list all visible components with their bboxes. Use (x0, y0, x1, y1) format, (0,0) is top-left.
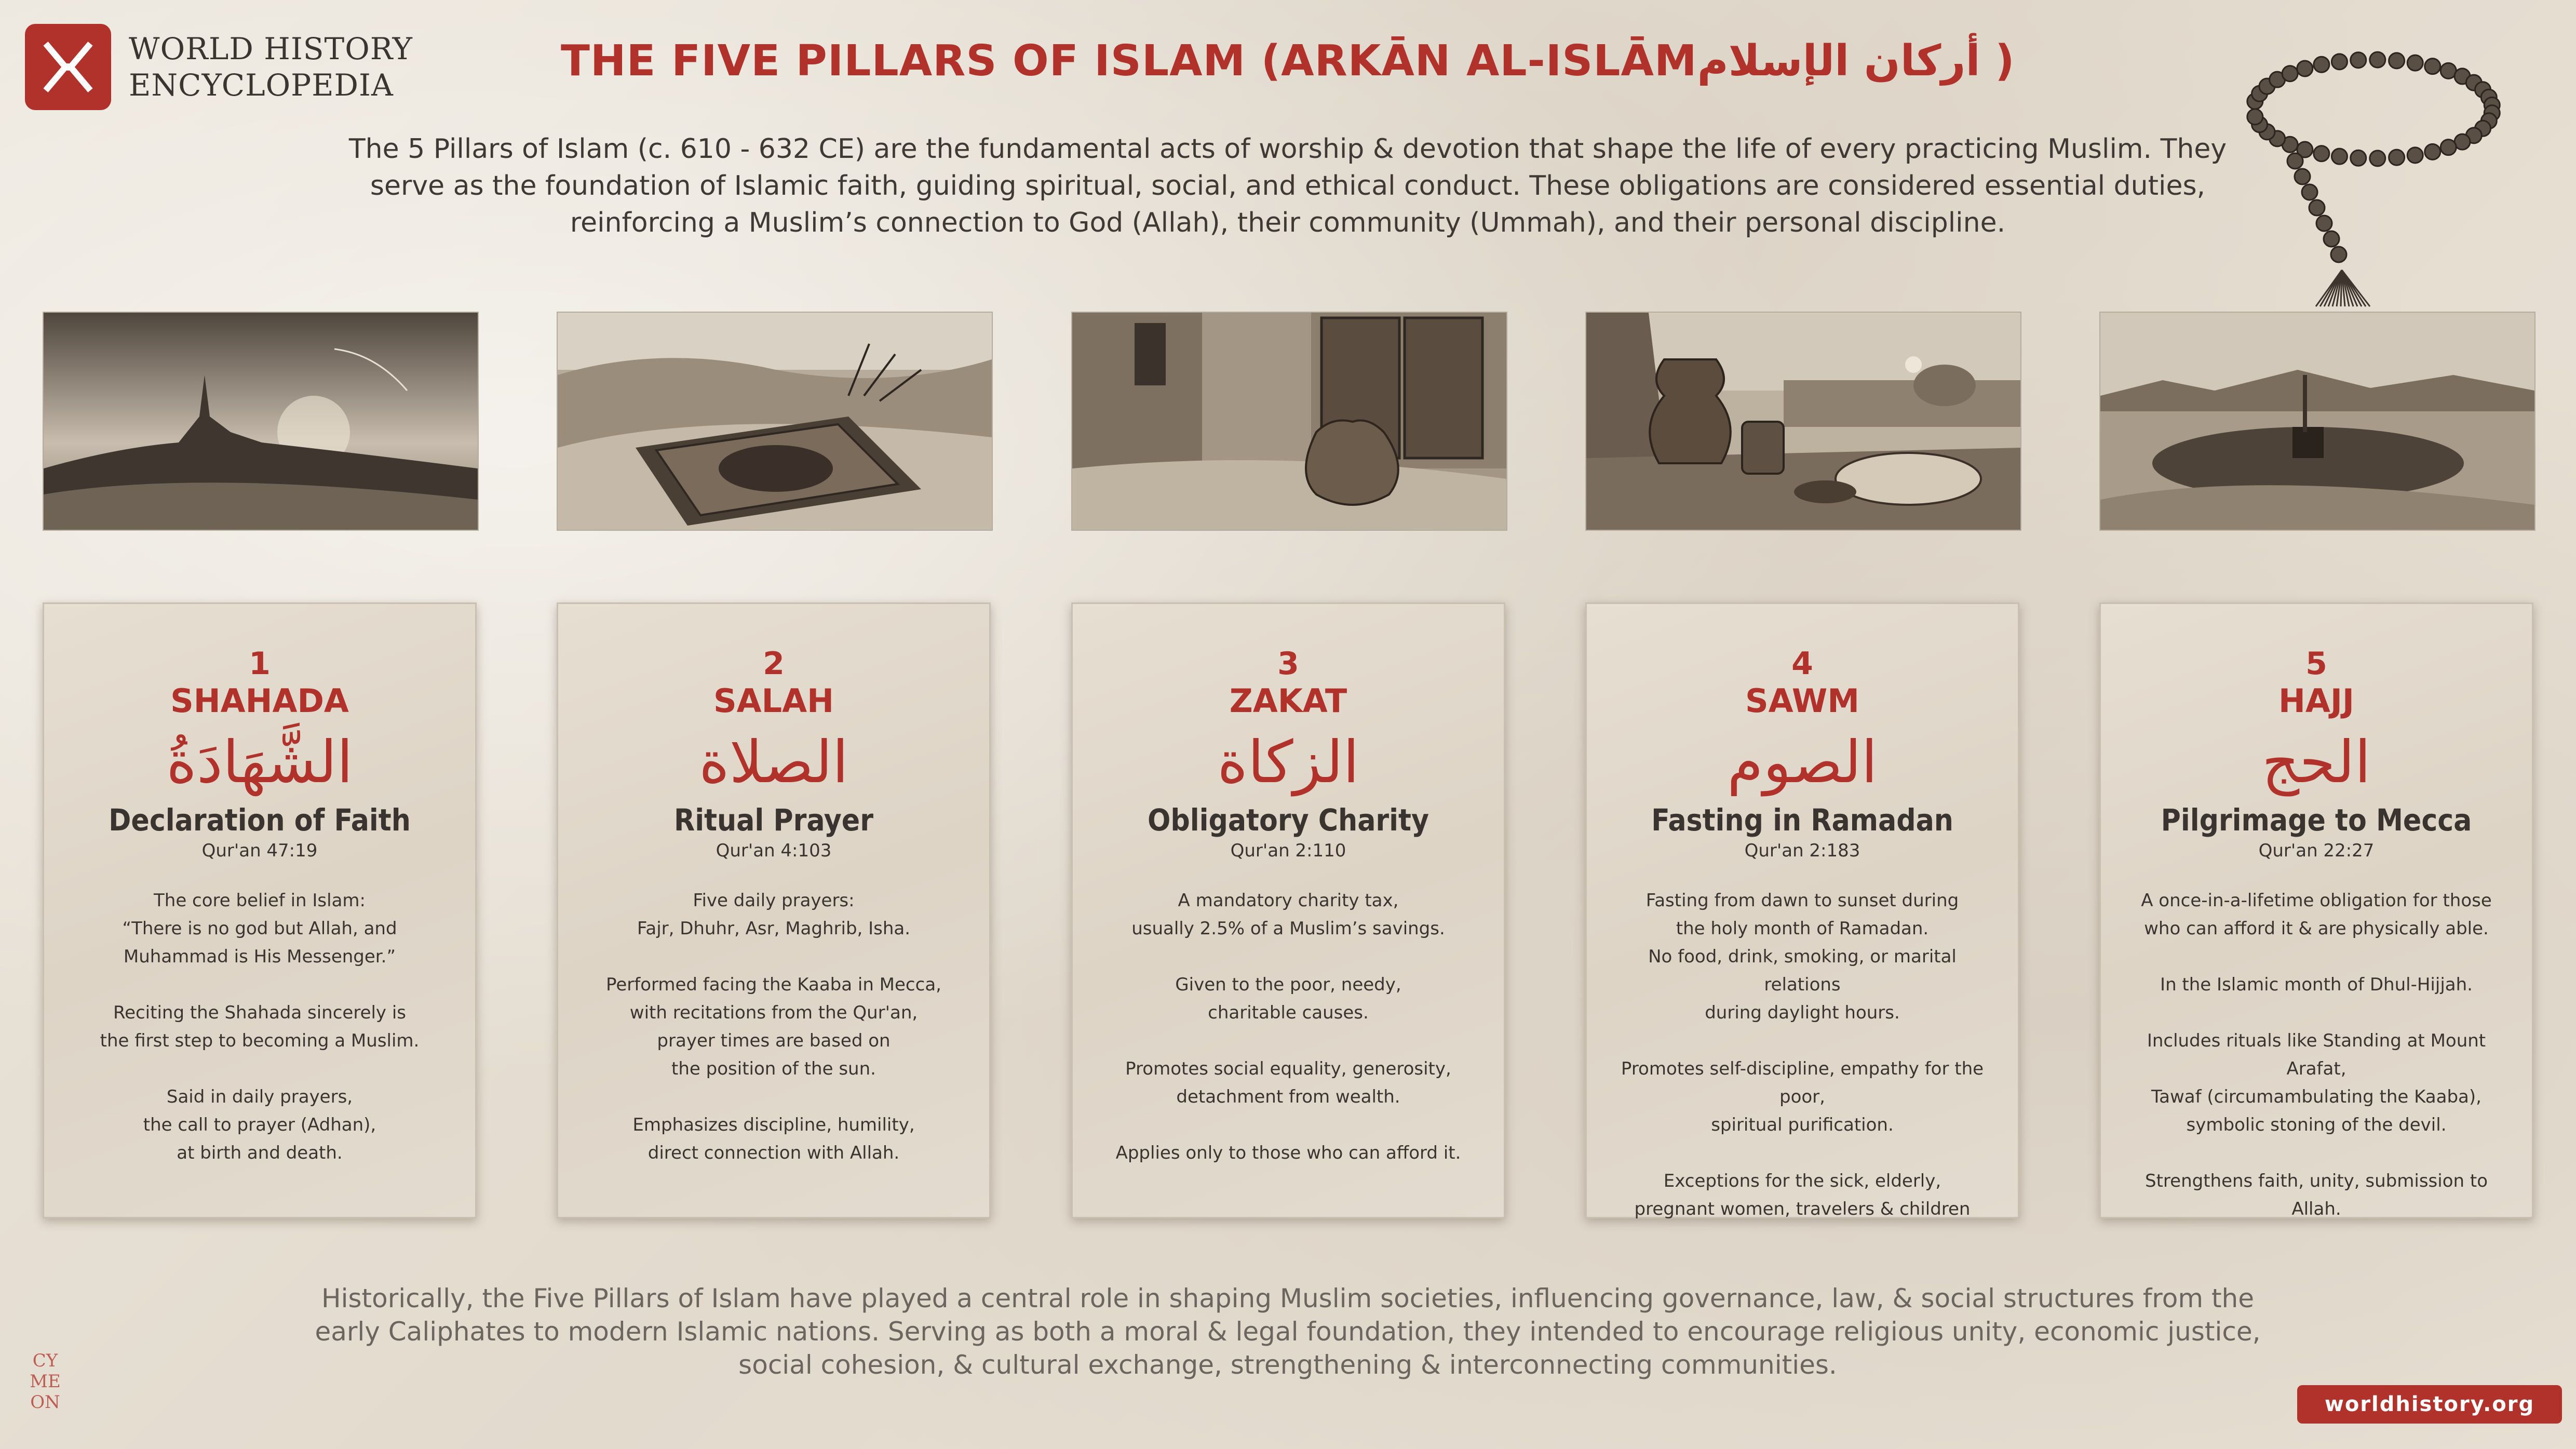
bead-icon (2316, 216, 2332, 231)
bead-icon (2295, 169, 2310, 184)
closing-text: Historically, the Five Pillars of Islam have played a central role in shaping Muslim societies, influencing governance, law, & social structures from the early Caliphates to modern Islamic nations. Serving as both a moral & legal foundation, they intended to encourage religious unity, economic justice, social cohesion, & cultural exchange, strengthening & interconnecting communities. (315, 1283, 2261, 1380)
logo-line-2: ENCYCLOPEDIA (129, 68, 394, 103)
pillar-description: Emphasizes discipline, humility, direct connection with Allah. (632, 1115, 915, 1163)
pillar-description: Reciting the Shahada sincerely is the first step to becoming a Muslim. (100, 1002, 420, 1051)
bead-icon (2389, 150, 2405, 165)
bead-icon (2389, 53, 2405, 69)
page-title: THE FIVE PILLARS OF ISLAM (ARKĀN AL-ISLĀMأركان الإسلام ) (561, 36, 2015, 86)
pillar-description: In the Islamic month of Dhul-Hijjah. (2160, 974, 2473, 995)
pillar-description: Said in daily prayers, the call to prayer (Adhan), at birth and death. (143, 1086, 376, 1163)
pillar-arabic-name: الزكاة (1217, 729, 1359, 796)
shahada-image (43, 312, 479, 531)
artist-signature: CY ME ON (30, 1350, 61, 1413)
bead-icon (2324, 231, 2339, 247)
bead-icon (2370, 52, 2385, 68)
pillar-number: 5 (2305, 646, 2327, 682)
bead-icon (2314, 146, 2329, 162)
prayer-beads-illustration (2217, 31, 2508, 312)
pillar-description: Exceptions for the sick, elderly, pregnant women, travelers & children (1634, 1171, 1971, 1219)
pillar-card-zakat (1071, 602, 1505, 1218)
bead-icon (2314, 57, 2329, 72)
pillar-description: Given to the poor, needy, charitable causes. (1175, 974, 1401, 1023)
pillar-verse: Qur'an 22:27 (2258, 840, 2375, 861)
pillar-number: 1 (249, 646, 271, 682)
zakat-image (1071, 312, 1507, 531)
bead-icon (2282, 66, 2298, 82)
bead-icon (2370, 151, 2385, 166)
bead-icon (2351, 150, 2366, 166)
logo-mark-icon (25, 24, 111, 110)
pillar-description: A mandatory charity tax, usually 2.5% of a Muslim’s savings. (1131, 890, 1445, 939)
pillar-card-shahada (43, 602, 477, 1218)
bead-icon (2331, 149, 2347, 164)
bead-icon (2309, 200, 2325, 216)
pillar-card-salah (557, 602, 991, 1218)
pillar-arabic-name: الشَّهَادَةُ (166, 729, 353, 796)
pillar-verse: Qur'an 4:103 (716, 840, 832, 861)
website-link[interactable]: worldhistory.org (2297, 1385, 2562, 1424)
pillar-description: Includes rituals like Standing at Mount Arafat, Tawaf (circumambulating the Kaaba), symbolic stoning of the devil. (2147, 1030, 2486, 1135)
pillar-name: SAWM (1745, 682, 1859, 720)
pillar-meaning: Pilgrimage to Mecca (2161, 802, 2472, 838)
pillar-card-sawm (1585, 602, 2019, 1218)
pillar-description: Performed facing the Kaaba in Mecca, with recitations from the Qur'an, prayer times are based on the position of the sun. (606, 974, 941, 1079)
bead-icon (2407, 55, 2423, 71)
sawm-image (1585, 312, 2021, 531)
pillar-arabic-name: الصلاة (699, 729, 848, 796)
pillar-description: Fasting from dawn to sunset during the holy month of Ramadan. No food, drink, smoking, or marital relations during daylight hours. (1646, 890, 1959, 1023)
pillar-description: Promotes social equality, generosity, detachment from wealth. (1125, 1058, 1451, 1107)
pillar-description: Applies only to those who can afford it. (1115, 1143, 1461, 1163)
bead-icon (2351, 52, 2366, 68)
pillar-description: The core belief in Islam: “There is no god but Allah, and Muhammad is His Messenger.” (122, 890, 397, 967)
pillar-arabic-name: الصوم (1727, 729, 1878, 796)
pillar-name: HAJJ (2278, 682, 2354, 720)
bead-icon (2425, 144, 2440, 159)
hajj-image (2099, 312, 2535, 531)
pillar-number: 3 (1277, 646, 1299, 682)
pillar-name: SHAHADA (170, 682, 349, 720)
bead-icon (2425, 59, 2440, 74)
pillar-description: Five daily prayers: Fajr, Dhuhr, Asr, Maghrib, Isha. (637, 890, 911, 939)
bead-icon (2302, 184, 2317, 200)
bead-icon (2297, 61, 2313, 76)
logo[interactable] (25, 24, 413, 110)
salah-image (557, 312, 993, 531)
logo-text (129, 31, 413, 103)
pillar-name: ZAKAT (1229, 682, 1347, 720)
pillar-description: Promotes self-discipline, empathy for the poor, spiritual purification. (1621, 1058, 1984, 1135)
bead-icon (2247, 109, 2263, 125)
bead-icon (2331, 54, 2347, 70)
bead-icon (2440, 140, 2456, 155)
pillar-verse: Qur'an 2:183 (1744, 840, 1860, 861)
bead-icon (2331, 247, 2346, 262)
pillar-verse: Qur'an 2:110 (1230, 840, 1346, 861)
pillar-card-hajj (2099, 602, 2533, 1218)
bead-icon (2407, 147, 2423, 163)
pillar-meaning: Fasting in Ramadan (1651, 802, 1953, 838)
intro-text: The 5 Pillars of Islam (c. 610 - 632 CE) are the fundamental acts of worship & devotion that shape the life of every practicing Muslim. They serve as the foundation of Islamic faith, guiding spiritual, social, and ethical conduct. These obligations are considered essential duties, reinforcing a Muslim’s connection to God (Allah), their community (Ummah), and their personal discipline. (348, 133, 2227, 238)
pillar-meaning: Ritual Prayer (674, 802, 873, 838)
pillar-description: A once-in-a-lifetime obligation for those who can afford it & are physically able. (2141, 890, 2492, 939)
pillar-name: SALAH (713, 682, 834, 720)
pillar-number: 2 (763, 646, 785, 682)
bead-icon (2287, 153, 2303, 169)
pillar-number: 4 (1791, 646, 1813, 682)
pillar-meaning: Obligatory Charity (1148, 802, 1429, 838)
pillar-description: Strengthens faith, unity, submission to Allah. (2145, 1171, 2488, 1219)
pillar-meaning: Declaration of Faith (109, 802, 411, 838)
pillar-arabic-name: الحج (2262, 729, 2371, 796)
logo-line-1: WORLD HISTORY (129, 31, 413, 66)
pillar-verse: Qur'an 47:19 (201, 840, 318, 861)
